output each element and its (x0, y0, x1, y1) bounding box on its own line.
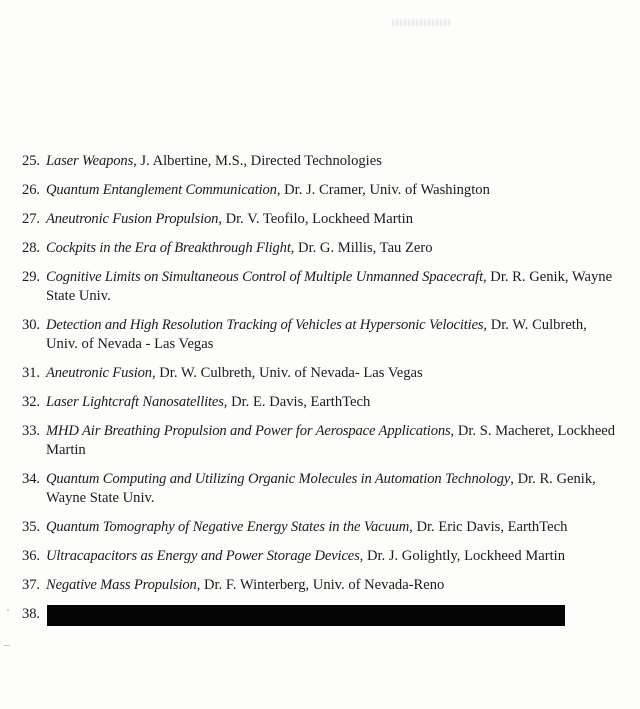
list-item-detail: , Dr. W. Culbreth, Univ. of Nevada- Las Vegas (151, 365, 423, 381)
list-item-number: 38. (22, 606, 40, 622)
list-item-redacted (22, 605, 618, 627)
list-item (22, 576, 618, 595)
list-item-detail: , Dr. Eric Davis, EarthTech (409, 519, 568, 535)
list-item-title: Laser Weapons (46, 153, 134, 169)
list-item-detail: , J. Albertine, M.S., Directed Technologies (133, 153, 382, 169)
list-item-detail: , Dr. F. Winterberg, Univ. of Nevada-Reno (196, 577, 445, 593)
header-stamp (392, 19, 450, 26)
list-item-number: 37. (22, 577, 40, 593)
list-item-number: 31. (22, 365, 40, 381)
list-item-number: 32. (22, 394, 40, 410)
list-item-title: Cockpits in the Era of Breakthrough Flight (46, 240, 291, 256)
list-item-title: Laser Lightcraft Nanosatellites (46, 394, 224, 410)
list-item-number: 33. (22, 423, 40, 439)
list-item-title: Aneutronic Fusion (46, 365, 152, 381)
list-item-detail: , Dr. E. Davis, EarthTech (223, 394, 371, 410)
list-item-number: 28. (22, 240, 40, 256)
list-item (22, 210, 618, 229)
list-item-title: Detection and High Resolution Tracking of Vehicles at Hypersonic Velocities (46, 317, 484, 333)
list-item-detail: , Dr. W. Culbreth, Univ. of Nevada - Las Vegas (46, 317, 587, 352)
list-item-title: MHD Air Breathing Propulsion and Power for Aerospace Applications (46, 423, 451, 439)
list-item-detail: , Dr. R. Genik, Wayne State Univ. (46, 269, 613, 304)
list-item-detail: , Dr. V. Teofilo, Lockheed Martin (218, 211, 414, 227)
list-item (22, 547, 618, 566)
list-item-title: Aneutronic Fusion Propulsion (46, 211, 219, 227)
list-item-title: Cognitive Limits on Simultaneous Control of Multiple Unmanned Spacecraft (46, 269, 483, 285)
list-item-number: 26. (22, 182, 40, 198)
list-item (22, 181, 618, 200)
list-item-number: 27. (22, 211, 40, 227)
list-item (22, 152, 618, 171)
list-item-number: 34. (22, 471, 40, 487)
list-item (22, 470, 618, 508)
scan-speckle-artifact (4, 645, 10, 646)
list-item (22, 316, 618, 354)
list-item-title: Quantum Computing and Utilizing Organic Molecules in Automation Technology (46, 471, 511, 487)
list-item-detail: , Dr. J. Cramer, Univ. of Washington (276, 182, 490, 198)
list-item (22, 422, 618, 460)
list-item (22, 268, 618, 306)
list-item-detail: , Dr. J. Golightly, Lockheed Martin (359, 548, 565, 564)
list-item (22, 364, 618, 383)
list-item (22, 518, 618, 537)
numbered-reference-list (22, 152, 618, 627)
list-item-detail: , Dr. R. Genik, Wayne State Univ. (46, 471, 596, 506)
list-item-number: 35. (22, 519, 40, 535)
list-item (22, 393, 618, 412)
list-item-title: Quantum Tomography of Negative Energy States in the Vacuum (46, 519, 410, 535)
list-item-number: 25. (22, 153, 40, 169)
list-item-number: 36. (22, 548, 40, 564)
scan-speckle-artifact (7, 609, 9, 611)
list-item (22, 239, 618, 258)
list-item-number: 29. (22, 269, 40, 285)
list-item-number: 30. (22, 317, 40, 333)
list-item-title: Ultracapacitors as Energy and Power Storage Devices (46, 548, 360, 564)
list-item-detail: , Dr. G. Millis, Tau Zero (290, 240, 433, 256)
list-item-title: Quantum Entanglement Communication (46, 182, 277, 198)
redaction-bar (47, 605, 565, 626)
list-item-title: Negative Mass Propulsion (46, 577, 197, 593)
list-item-detail: , Dr. S. Macheret, Lockheed Martin (46, 423, 616, 458)
